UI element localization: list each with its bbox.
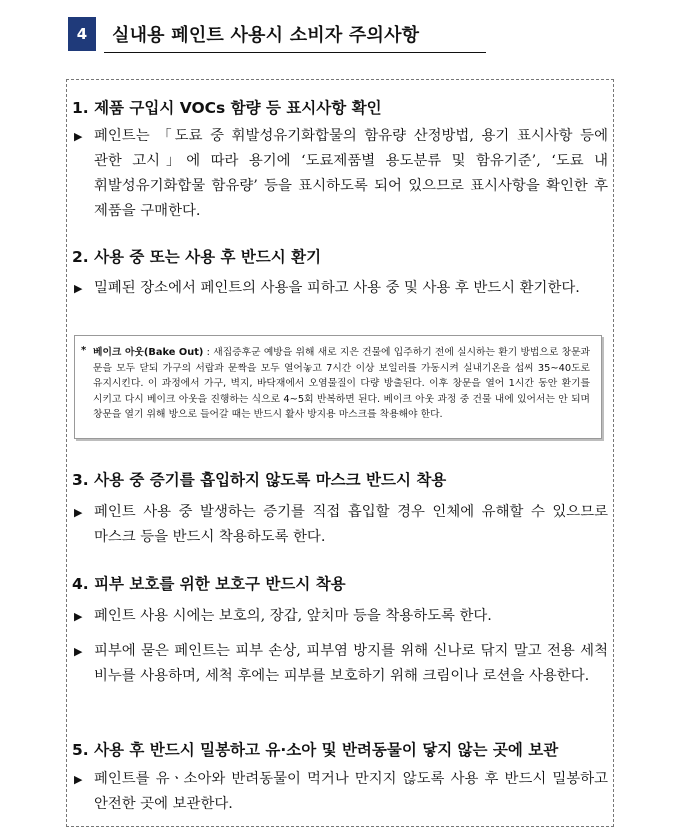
section-2-title: 2. 사용 중 또는 사용 후 반드시 환기 bbox=[72, 248, 322, 266]
bake-out-note-box bbox=[74, 335, 602, 439]
note-term: 베이크 아웃(Bake Out) bbox=[93, 347, 204, 358]
right-triangle-icon: ▶ bbox=[74, 282, 83, 295]
section-number-badge: 4 bbox=[68, 17, 96, 51]
page-title: 실내용 페인트 사용시 소비자 주의사항 bbox=[112, 25, 420, 46]
right-triangle-icon: ▶ bbox=[74, 773, 83, 786]
section-1-title: 1. 제품 구입시 VOCs 함량 등 표시사항 확인 bbox=[72, 99, 382, 117]
section-5-title: 5. 사용 후 반드시 밀봉하고 유·소아 및 반려동물이 닿지 않는 곳에 보관 bbox=[72, 741, 559, 759]
note-text bbox=[93, 345, 590, 423]
note-asterisk: * bbox=[81, 345, 87, 356]
section-3-title: 3. 사용 중 증기를 흡입하지 않도록 마스크 반드시 착용 bbox=[72, 471, 447, 489]
note-body: : 새집증후군 예방을 위해 새로 지은 건물에 입주하기 전에 실시하는 환기 방법으로 창문과 문을 모두 닫되 가구의 서랍과 문짝을 모두 열어놓고 7시간 이상 보일러를 가동시켜 실내기온을 섭씨 35~40도로 유지시킨다. 이 과정에서 가구, 벽지, 바닥재에서 오염물질이 다량 방출된다. 이후 창문을 열어 1시간 동안 환기를 시키고 다시 베이크 아웃을 진행하는 식으로 4~5회 반복하면 된다. 베이크 아웃 과정 중 건물 내에 있어서는 안 되며 창문을 열기 위해 방으로 들어갈 때는 반드시 활사 방지용 마스크를 착용해야 한다. bbox=[93, 347, 590, 420]
section-4-paragraph-1: 페인트 사용 시에는 보호의, 장갑, 앞치마 등을 착용하도록 한다. bbox=[94, 608, 492, 624]
section-4-paragraph-2: 피부에 묻은 페인트는 피부 손상, 피부염 방지를 위해 신나로 닦지 말고 전용 세척 비누를 사용하며, 세척 후에는 피부를 보호하기 위해 크림이나 로션을 사용한다. bbox=[94, 643, 608, 684]
section-2-paragraph: 밀폐된 장소에서 페인트의 사용을 피하고 사용 중 및 사용 후 반드시 환기한다. bbox=[94, 280, 580, 296]
section-5-paragraph: 페인트를 유ㆍ소아와 반려동물이 먹거나 만지지 않도록 사용 후 반드시 밀봉하고 안전한 곳에 보관한다. bbox=[94, 771, 608, 812]
right-triangle-icon: ▶ bbox=[74, 130, 83, 143]
section-1-paragraph: 페인트는 「도료 중 휘발성유기화합물의 함유량 산정방법, 용기 표시사항 등에 관한 고시」에 따라 용기에 ‘도료제품별 용도분류 및 함유기준’, ‘도료 내 휘발성유기화합물 함유량’ 등을 표시하도록 되어 있으므로 표시사항을 확인한 후 제품을 구매한다. bbox=[94, 128, 608, 219]
right-triangle-icon: ▶ bbox=[74, 506, 83, 519]
title-underline bbox=[104, 52, 486, 53]
right-triangle-icon: ▶ bbox=[74, 610, 83, 623]
right-triangle-icon: ▶ bbox=[74, 645, 83, 658]
section-4-title: 4. 피부 보호를 위한 보호구 반드시 착용 bbox=[72, 575, 346, 593]
section-3-paragraph: 페인트 사용 중 발생하는 증기를 직접 흡입할 경우 인체에 유해할 수 있으므로 마스크 등을 반드시 착용하도록 한다. bbox=[94, 504, 608, 545]
section-header bbox=[68, 17, 486, 53]
